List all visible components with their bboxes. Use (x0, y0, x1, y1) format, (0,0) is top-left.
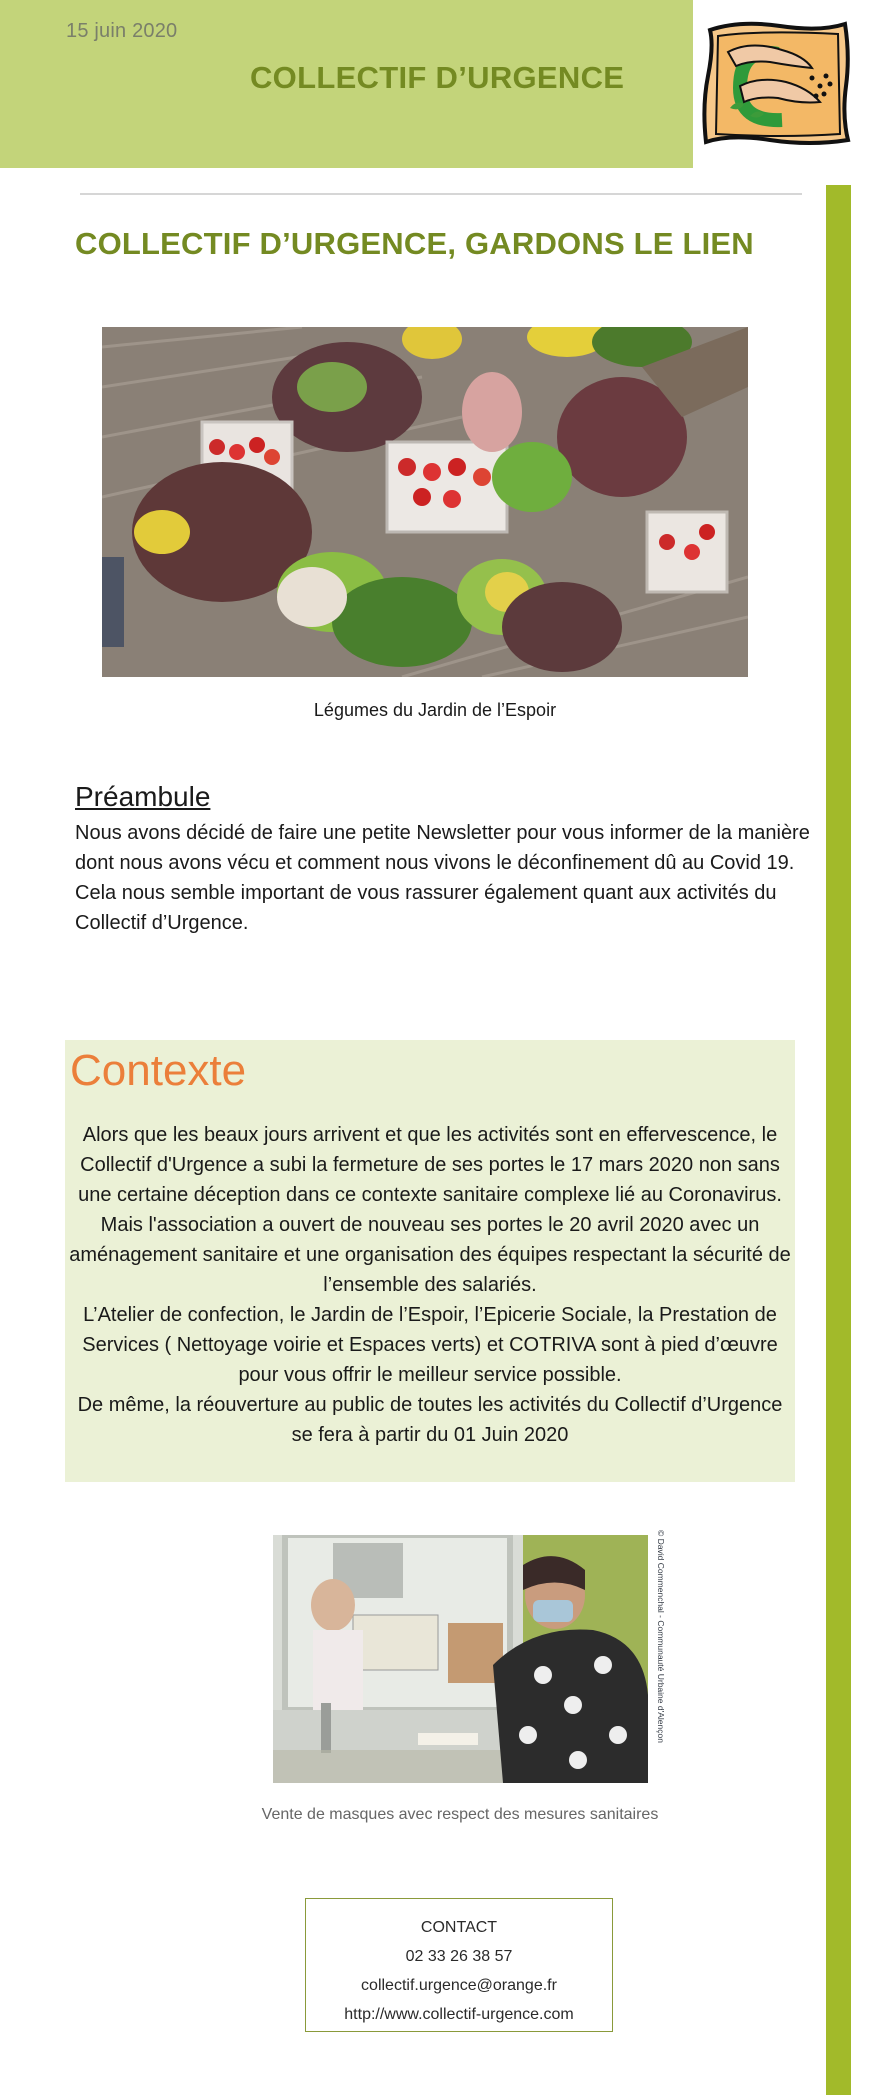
mask-sale-photo (273, 1535, 648, 1783)
header-title: COLLECTIF D’URGENCE (250, 60, 625, 95)
preambule-text (75, 818, 825, 938)
header-divider (80, 193, 802, 195)
contexte-paragraph: De même, la réouverture au public de toutes les activités du Collectif d’Urgence se fera à partir du 01 Juin 2020 (77, 1394, 783, 1446)
contexte-paragraph: Mais l'association a ouvert de nouveau ses portes le 20 avril 2020 avec un aménagement sanitaire et une organisation des équipes respectant la sécurité de l’ensemble des salariés. (69, 1214, 791, 1296)
issue-date: 15 juin 2020 (66, 20, 178, 42)
contact-website-link[interactable]: http://www.collectif-urgence.com (344, 2006, 574, 2023)
photo-credit (651, 1530, 665, 1786)
preambule-heading: Préambule (75, 781, 211, 812)
article-title: COLLECTIF D’URGENCE, GARDONS LE LIEN (75, 226, 754, 261)
contexte-paragraph: Alors que les beaux jours arrivent et que les activités sont en effervescence, le Collectif d'Urgence a subi la fermeture de ses portes le 17 mars 2020 non sans une certaine déception dans ce contexte sanitaire complexe lié au Coronavirus. (78, 1124, 782, 1206)
contexte-heading: Contexte (70, 1046, 247, 1095)
photo-credit-text: © David Commenchal - Communauté Urbaine d'Alençon (656, 1530, 665, 1743)
contact-phone: 02 33 26 38 57 (405, 1948, 513, 1965)
vegetables-photo (102, 327, 748, 677)
side-accent-bar (826, 185, 851, 2095)
contexte-text (68, 1120, 792, 1450)
preambule-paragraph: Cela nous semble important de vous rassurer également quant aux activités du Collectif d’Urgence. (75, 882, 777, 934)
preambule-paragraph: Nous avons décidé de faire une petite Newsletter pour vous informer de la manière dont nous avons vécu et comment nous vivons le déconfinement dû au Covid 19. (75, 822, 810, 874)
contact-email-link[interactable]: collectif.urgence@orange.fr (361, 1977, 557, 1994)
contact-label: CONTACT (420, 1919, 498, 1936)
photo2-caption: Vente de masques avec respect des mesures sanitaires (261, 1806, 659, 1823)
photo1-caption: Légumes du Jardin de l’Espoir (313, 700, 557, 720)
contact-box (305, 1898, 613, 2032)
contexte-paragraph: L’Atelier de confection, le Jardin de l’Espoir, l’Epicerie Sociale, la Prestation de Services ( Nettoyage voirie et Espaces verts) et COTRIVA sont à pied d’œuvre pour vous offrir le meilleur service possible. (82, 1304, 778, 1386)
hands-sowing-seeds-logo-icon (700, 16, 852, 148)
